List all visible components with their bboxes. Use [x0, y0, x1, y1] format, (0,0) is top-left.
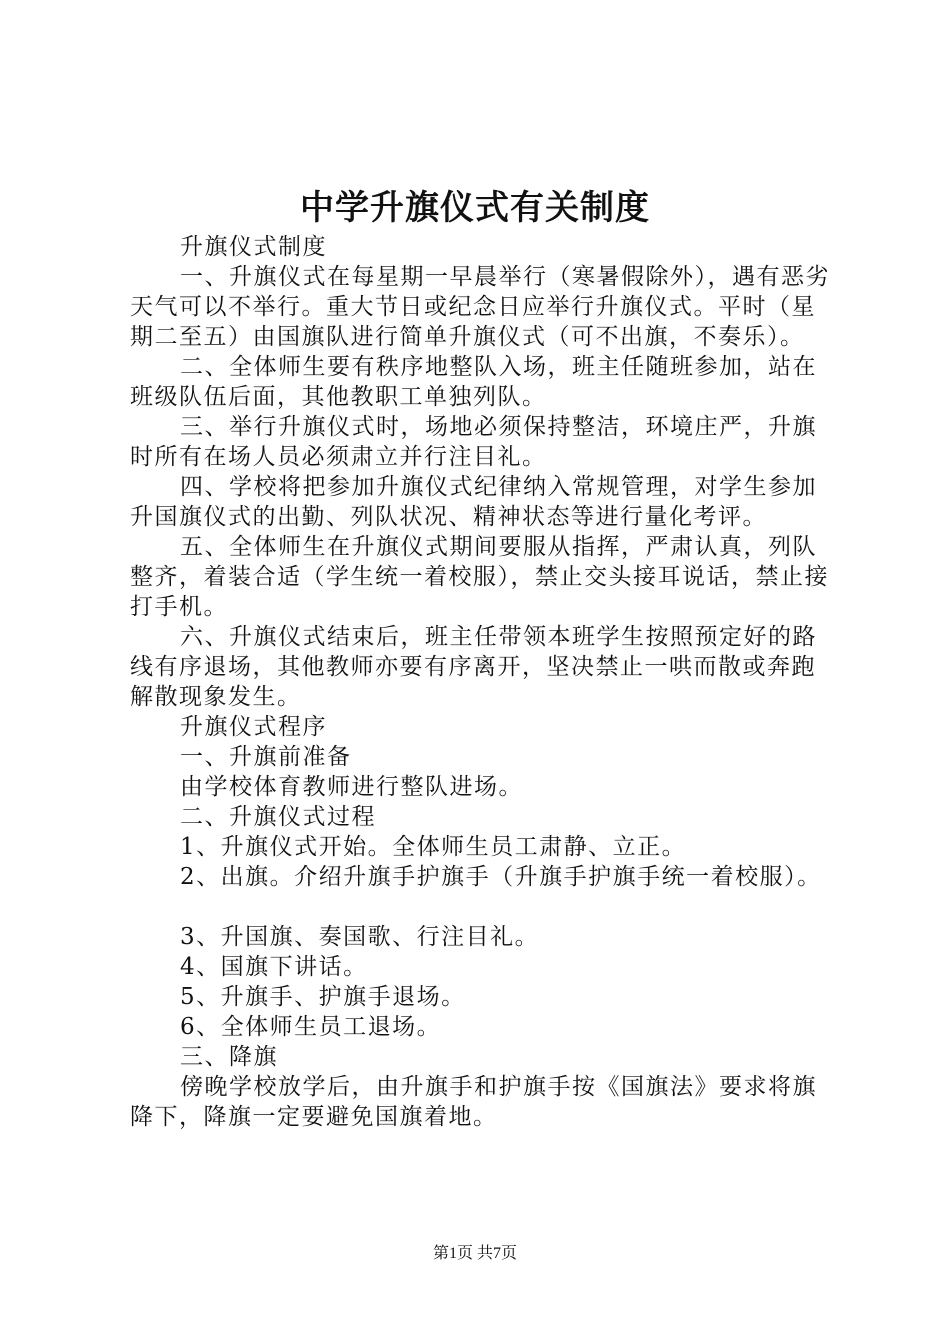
paragraph-rule-5: 五、全体师生在升旗仪式期间要服从指挥，严肃认真，列队整齐，着装合适（学生统一着校服），禁止交头接耳说话，禁止接打手机。 [130, 534, 829, 620]
paragraph-preparation: 由学校体育教师进行整队进场。 [180, 774, 523, 800]
subheading-ceremony-process: 二、升旗仪式过程 [180, 804, 376, 830]
blank-line [130, 892, 835, 922]
step-3: 3、升国旗、奏国歌、行注目礼。 [180, 924, 540, 950]
step-5: 5、升旗手、护旗手退场。 [180, 984, 466, 1010]
paragraph-rule-6: 六、升旗仪式结束后，班主任带领本班学生按照预定好的路线有序退场，其他教师亦要有序离开，坚决禁止一哄而散或奔跑解散现象发生。 [130, 624, 817, 710]
page-number-footer: 第1页 共7页 [432, 1245, 517, 1262]
section-heading-system: 升旗仪式制度 [180, 234, 327, 260]
step-2: 2、出旗。介绍升旗手护旗手（升旗手护旗手统一着校服）。 [180, 864, 822, 890]
paragraph-rule-2: 二、全体师生要有秩序地整队入场，班主任随班参加，站在班级队伍后面，其他教职工单独列队。 [130, 354, 817, 410]
paragraph-lowering: 傍晚学校放学后，由升旗手和护旗手按《国旗法》要求将旗降下，降旗一定要避免国旗着地。 [130, 1074, 817, 1130]
document-title: 中学升旗仪式有关制度 [300, 188, 650, 228]
paragraph-rule-4: 四、学校将把参加升旗仪式纪律纳入常规管理，对学生参加升国旗仪式的出勤、列队状况、精神状态等进行量化考评。 [130, 474, 817, 530]
document-body [130, 232, 835, 1132]
step-1: 1、升旗仪式开始。全体师生员工肃静、立正。 [180, 834, 687, 860]
step-6: 6、全体师生员工退场。 [180, 1014, 442, 1040]
paragraph-rule-3: 三、举行升旗仪式时，场地必须保持整洁，环境庄严，升旗时所有在场人员必须肃立并行注目礼。 [130, 414, 817, 470]
subheading-preparation: 一、升旗前准备 [180, 744, 352, 770]
section-heading-procedure: 升旗仪式程序 [180, 714, 327, 740]
subheading-lowering: 三、降旗 [180, 1044, 278, 1070]
paragraph-rule-1: 一、升旗仪式在每星期一早晨举行（寒暑假除外），遇有恶劣天气可以不举行。重大节日或纪念日应举行升旗仪式。平时（星期二至五）由国旗队进行简单升旗仪式（可不出旗，不奏乐）。 [130, 264, 830, 350]
step-4: 4、国旗下讲话。 [180, 954, 368, 980]
